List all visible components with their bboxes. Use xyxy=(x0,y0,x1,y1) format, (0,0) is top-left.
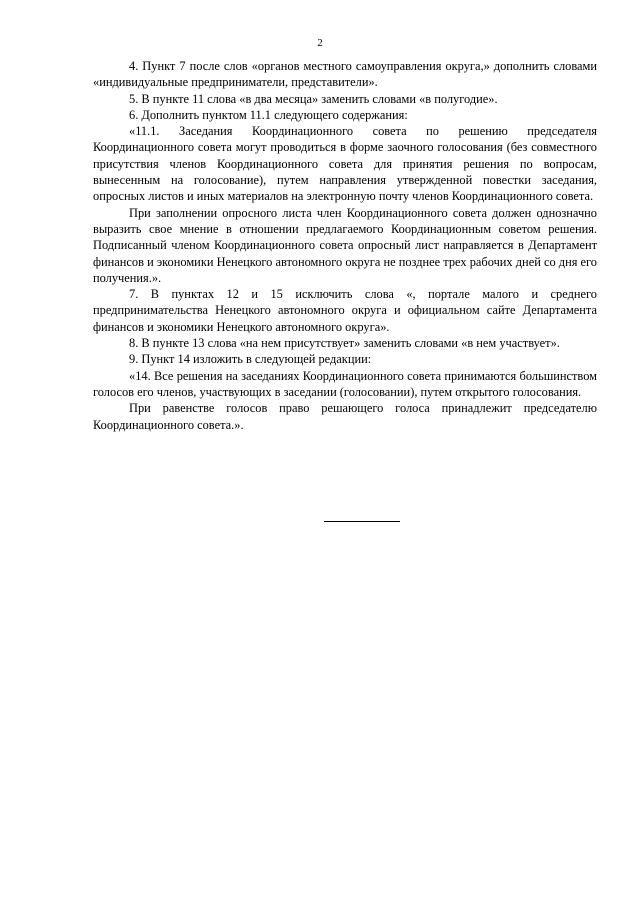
paragraph-item-8: 8. В пункте 13 слова «на нем присутствует» заменить словами «в нем участвует». xyxy=(129,336,560,351)
paragraph-questionnaire: При заполнении опросного листа член Координационного совета должен однозначно выразить свое мнение в отношении предлагаемого Координационным советом решения. Подписанный членом Координационного совета опросный лист направляется в Департамент финансов и экономики Ненецкого автономного округа не позднее трех рабочих дней со дня его получения.». xyxy=(93,205,597,285)
paragraph-clause-11-1: «11.1. Заседания Координационного совета по решению председателя Координационного совета могут проводиться в форме заочного голосования (без совместного присутствия членов Координационного совета для принятия решения по вопросам, вынесенным на голосование), путем направления утвержденной повестки заседания, опросных листов и иных материалов на электронную почту членов Координационного совета. xyxy=(93,124,597,204)
paragraph-item-7: 7. В пунктах 12 и 15 исключить слова «, портале малого и среднего предпринимательства Ненецкого автономного округа и официальном сайте Департамента финансов и экономики Ненецкого автономного округа». xyxy=(93,287,597,334)
paragraph-item-9: 9. Пункт 14 изложить в следующей редакции: xyxy=(129,352,372,367)
paragraph-tie-vote: При равенстве голосов право решающего голоса принадлежит председателю Координационного совета.». xyxy=(93,401,597,432)
paragraph-clause-14: «14. Все решения на заседаниях Координационного совета принимаются большинством голосов его членов, участвующих в заседании (голосовании), путем открытого голосования. xyxy=(93,368,597,399)
paragraph-item-6: 6. Дополнить пунктом 11.1 следующего содержания: xyxy=(129,107,408,122)
document-body xyxy=(93,58,597,433)
end-separator-line xyxy=(324,521,400,522)
paragraph-item-5: 5. В пункте 11 слова «в два месяца» заменить словами «в полугодие». xyxy=(129,91,498,106)
page-number: 2 xyxy=(317,37,323,49)
paragraph-item-4: 4. Пункт 7 после слов «органов местного самоуправления округа,» дополнить словами «индивидуальные предприниматели, представители». xyxy=(93,59,597,90)
